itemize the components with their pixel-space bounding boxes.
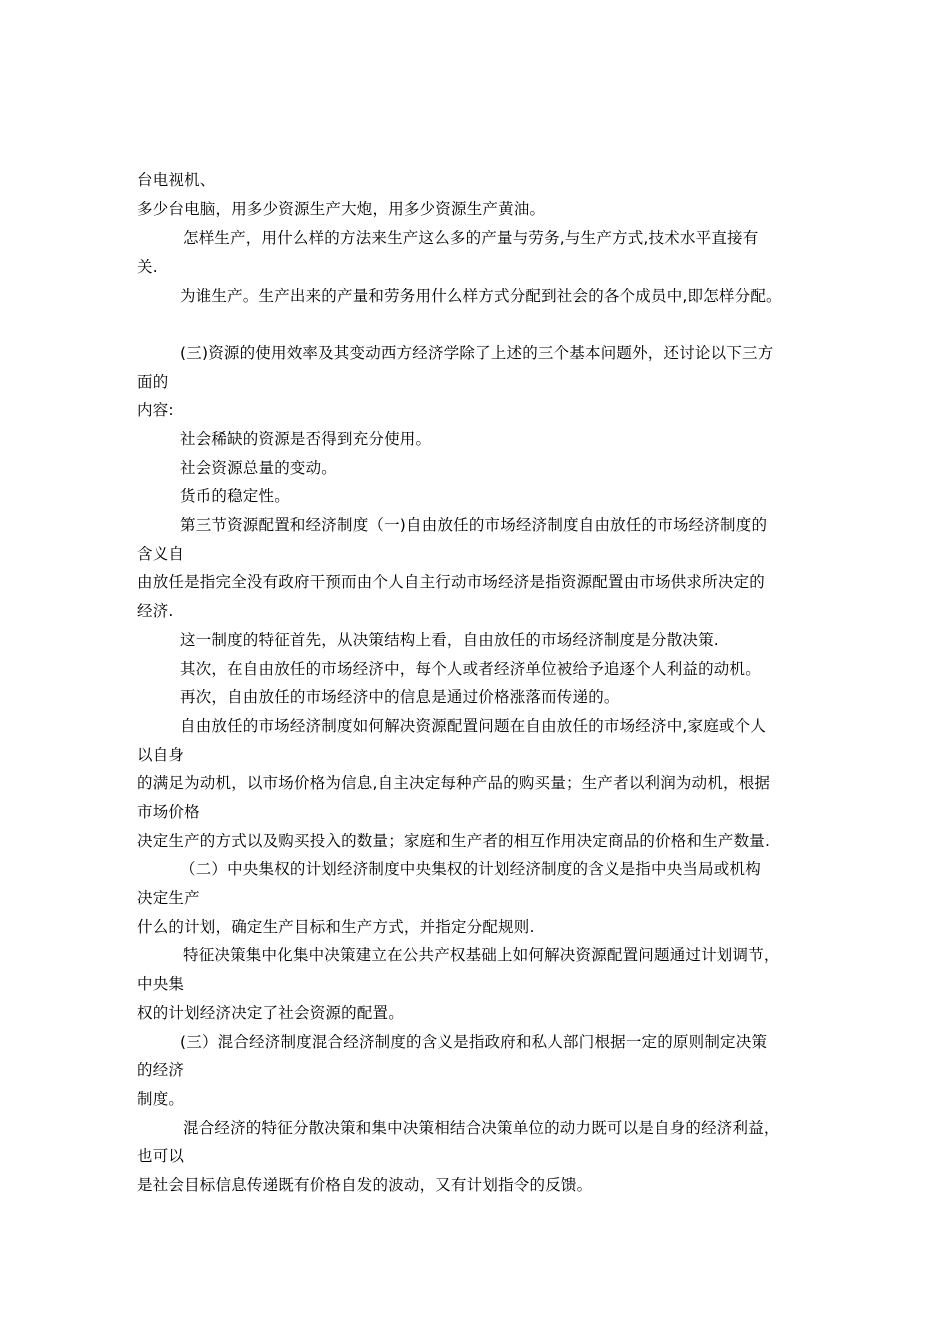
text-line: 台电视机、 xyxy=(137,171,216,189)
text-line: 什么的计划，确定生产目标和生产方式，并指定分配规则. xyxy=(137,918,535,936)
text-line: 以自身 xyxy=(137,746,185,764)
text-line: 怎样生产，用什么样的方法来生产这么多的产量与劳务,与生产方式,技术水平直接有 xyxy=(183,229,759,247)
text-line: 权的计划经济决定了社会资源的配置。 xyxy=(137,1004,404,1022)
text-line: 的经济 xyxy=(137,1061,185,1079)
text-line: 内容: xyxy=(137,401,174,419)
text-line: 社会稀缺的资源是否得到充分使用。 xyxy=(180,430,432,448)
text-line: 再次，自由放任的市场经济中的信息是通过价格涨落而传递的。 xyxy=(180,688,620,706)
text-line: 决定生产 xyxy=(137,889,200,907)
text-line: 特征决策集中化集中决策建立在公共产权基础上如何解决资源配置问题通过计划调节， xyxy=(183,946,780,964)
text-line: 决定生产的方式以及购买投入的数量；家庭和生产者的相互作用决定商品的价格和生产数量. xyxy=(137,832,771,850)
text-line: 由放任是指完全没有政府干预而由个人自主行动市场经济是指资源配置由市场供求所决定的 xyxy=(137,573,766,591)
text-line: 的满足为动机，以市场价格为信息,自主决定每种产品的购买量；生产者以利润为动机，根据 xyxy=(137,774,771,792)
text-line: 自由放任的市场经济制度如何解决资源配置问题在自由放任的市场经济中,家庭或个人 xyxy=(180,717,767,735)
text-line: 关. xyxy=(137,258,158,276)
text-line: 货币的稳定性。 xyxy=(180,487,290,505)
text-line: 社会资源总量的变动。 xyxy=(180,459,338,477)
text-line: 混合经济的特征分散决策和集中决策相结合决策单位的动力既可以是自身的经济利益， xyxy=(183,1119,780,1137)
text-line: 为谁生产。生产出来的产量和劳务用什么样方式分配到社会的各个成员中,即怎样分配。 xyxy=(180,287,782,305)
text-line: 其次，在自由放任的市场经济中，每个人或者经济单位被给予追逐个人利益的动机。 xyxy=(180,660,761,678)
text-line: 含义自 xyxy=(137,545,185,563)
text-line: 是社会目标信息传递既有价格自发的波动，又有计划指令的反馈。 xyxy=(137,1176,593,1194)
text-line: 第三节资源配置和经济制度（一)自由放任的市场经济制度自由放任的市场经济制度的 xyxy=(180,516,768,534)
text-line: 市场价格 xyxy=(137,803,200,821)
text-line: 经济. xyxy=(137,602,174,620)
text-line: 中央集 xyxy=(137,975,185,993)
text-line: (三)资源的使用效率及其变动西方经济学除了上述的三个基本问题外，还讨论以下三方 xyxy=(180,344,774,362)
text-line: 制度。 xyxy=(137,1090,185,1108)
text-line: （二）中央集权的计划经济制度中央集权的计划经济制度的含义是指中央当局或机构 xyxy=(180,860,761,878)
text-line: 这一制度的特征首先，从决策结构上看，自由放任的市场经济制度是分散决策. xyxy=(180,631,719,649)
text-line: 多少台电脑，用多少资源生产大炮，用多少资源生产黄油。 xyxy=(137,200,546,218)
text-line: (三）混合经济制度混合经济制度的含义是指政府和私人部门根据一定的原则制定决策 xyxy=(180,1033,768,1051)
text-line: 面的 xyxy=(137,373,169,391)
text-line: 也可以 xyxy=(137,1147,185,1165)
